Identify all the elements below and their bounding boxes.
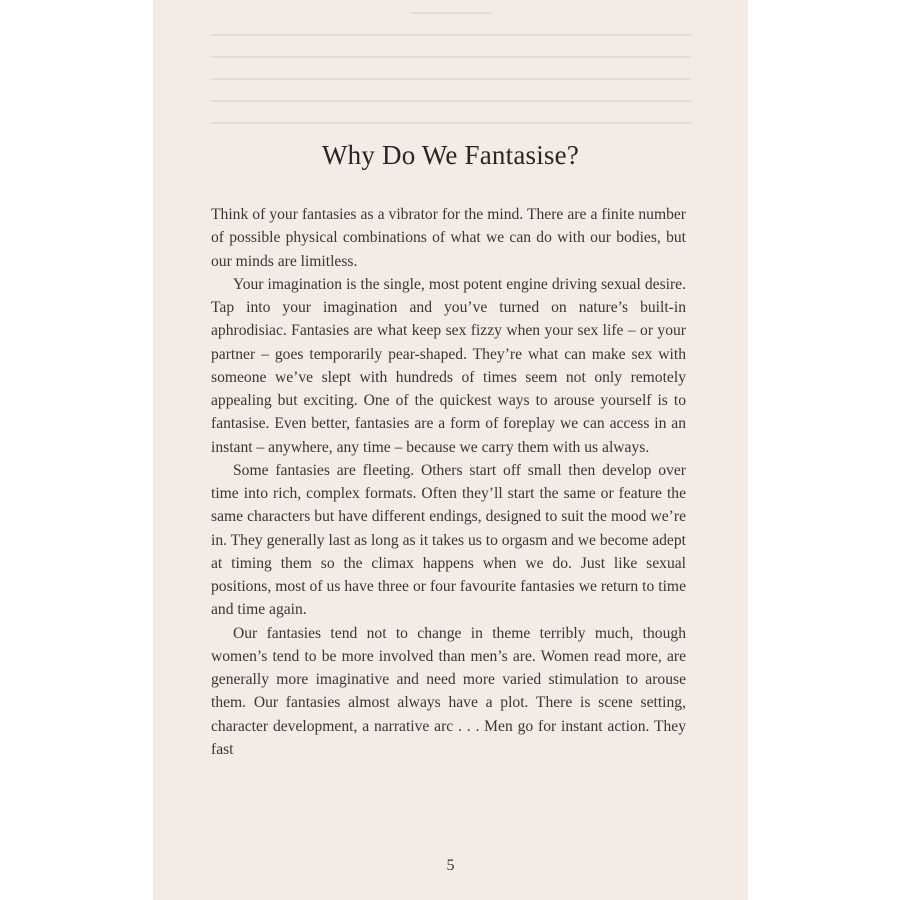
chapter-title: Why Do We Fantasise?: [321, 140, 580, 170]
book-page: [153, 0, 748, 900]
page-number: 5: [446, 857, 455, 874]
body-text: [211, 203, 686, 761]
paragraph: Think of your fantasies as a vibrator for the mind. There are a finite number of possible physical combinations of what we can do with our bodies, but our minds are limitless.: [211, 206, 686, 270]
paragraph: Our fantasies tend not to change in theme terribly much, though women’s tend to be more involved than men’s are. Women read more, are generally more imaginative and need more varied stimulation to arouse them. Our fantasies almost always have a plot. There is scene setting, character development, a narrative arc . . . Men go for instant action. They fast: [211, 624, 686, 758]
paragraph: Some fantasies are fleeting. Others start off small then develop over time into rich, complex formats. Often they’ll start the same or feature the same characters but have different endings, designed to suit the mood we’re in. They generally last as long as it takes us to orgasm and we become adept at timing them so the climax happens when we do. Just like sexual positions, most of us have three or four favourite fantasies we return to time and time again.: [211, 461, 686, 619]
paragraph: Your imagination is the single, most potent engine driving sexual desire. Tap into your imagination and you’ve turned on nature’s built-in aphrodisiac. Fantasies are what keep sex fizzy when your sex life – or your partner – goes temporarily pear-shaped. They’re what can make sex with someone we’ve slept with hundreds of times seem not only remotely appealing but exciting. One of the quickest ways to arouse yourself is to fantasise. Even better, fantasies are a form of foreplay we can access in an instant – anywhere, any time – because we carry them with us always.: [211, 275, 686, 456]
